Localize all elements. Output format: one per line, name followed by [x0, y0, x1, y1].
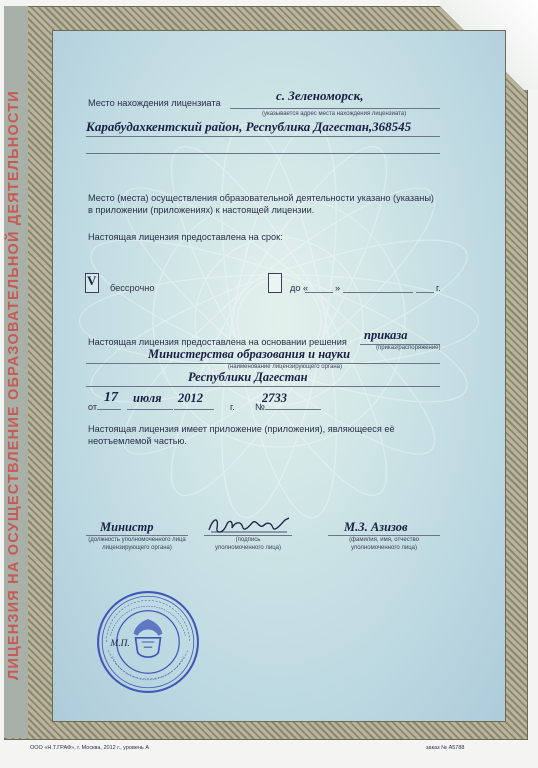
activity-place-line2: в приложении (приложениях) к настоящей лицензии. — [88, 205, 315, 215]
location-underline-3 — [86, 153, 440, 154]
activity-place-line1: Место (места) осуществления образовательной деятельности указано (указаны) — [88, 193, 434, 203]
term-month-line — [343, 292, 413, 293]
signer-name-hint1: (фамилия, имя, отчество — [349, 537, 419, 543]
order-number: 2733 — [262, 391, 287, 405]
order-day-line — [97, 409, 121, 410]
signer-name-line — [328, 535, 440, 536]
org-line1: Министерства образования и науки — [148, 347, 351, 361]
official-seal — [96, 590, 200, 694]
order-number-line — [265, 409, 321, 410]
guilloche-rosette — [69, 111, 489, 531]
signer-position-hint2: лицензирующего органа) — [102, 545, 172, 551]
location-underline-2 — [86, 136, 440, 137]
term-until-mid: » — [335, 283, 341, 293]
term-year-line — [416, 292, 434, 293]
location-hint: (указывается адрес места нахождения лицензиата) — [262, 111, 407, 117]
signature-hint1: (подпись — [235, 537, 261, 543]
org-underline-2 — [86, 386, 440, 387]
signature-line — [204, 535, 292, 536]
footer-printer: ООО «Н.Т.ГРАФ», г. Москва, 2012 г., уровень А — [30, 745, 149, 751]
term-label: Настоящая лицензия предоставлена на срок: — [88, 232, 283, 242]
basis-label: Настоящая лицензия предоставлена на основании решения — [88, 337, 347, 347]
order-month-line — [127, 409, 173, 410]
appendix-line2: неотъемлемой частью. — [88, 436, 187, 446]
location-line2: Карабудахкентский район, Республика Дагестан,368545 — [86, 119, 412, 134]
decision-type: приказа — [364, 328, 408, 342]
order-day: 17 — [104, 390, 118, 405]
signer-position-line — [86, 535, 188, 536]
location-underline-1 — [230, 108, 440, 109]
order-year-suffix: г. — [230, 402, 235, 412]
order-from: от — [88, 402, 98, 412]
decision-hint: (приказ/распоряжение) — [376, 345, 441, 351]
term-until-suffix: г. — [436, 283, 441, 293]
signer-name-hint2: уполномоченного лица) — [350, 545, 418, 551]
side-title: ЛИЦЕНЗИЯ НА ОСУЩЕСТВЛЕНИЕ ОБРАЗОВАТЕЛЬНОЙ ДЕЯТЕЛЬНОСТИ — [6, 90, 22, 680]
location-label: Место нахождения лицензиата — [88, 98, 221, 108]
org-hint: (наименование лицензирующего органа) — [228, 364, 342, 370]
term-check-mark: V — [87, 273, 97, 288]
appendix-line1: Настоящая лицензия имеет приложение (приложения), являющееся её — [88, 424, 395, 434]
stamp-mark: М.П. — [110, 639, 130, 650]
term-indefinite-label: бессрочно — [110, 283, 155, 293]
signer-position: Министр — [100, 520, 154, 534]
order-number-label: № — [255, 402, 265, 412]
order-month: июля — [133, 391, 162, 405]
signer-position-hint1: (должность уполномоченного лица — [88, 537, 186, 543]
order-year: 2012 — [178, 391, 203, 405]
order-year-line — [174, 409, 214, 410]
org-line2: Республики Дагестан — [188, 370, 308, 384]
footer-order: заказ № А5788 — [426, 745, 465, 751]
location-line1: с. Зеленоморск, — [276, 88, 364, 103]
signer-name: М.З. Азизов — [344, 520, 408, 534]
term-until-checkbox — [268, 273, 282, 293]
term-day-line — [305, 292, 333, 293]
signature-hint2: уполномоченного лица) — [214, 545, 282, 551]
term-until-prefix: до « — [290, 283, 309, 293]
